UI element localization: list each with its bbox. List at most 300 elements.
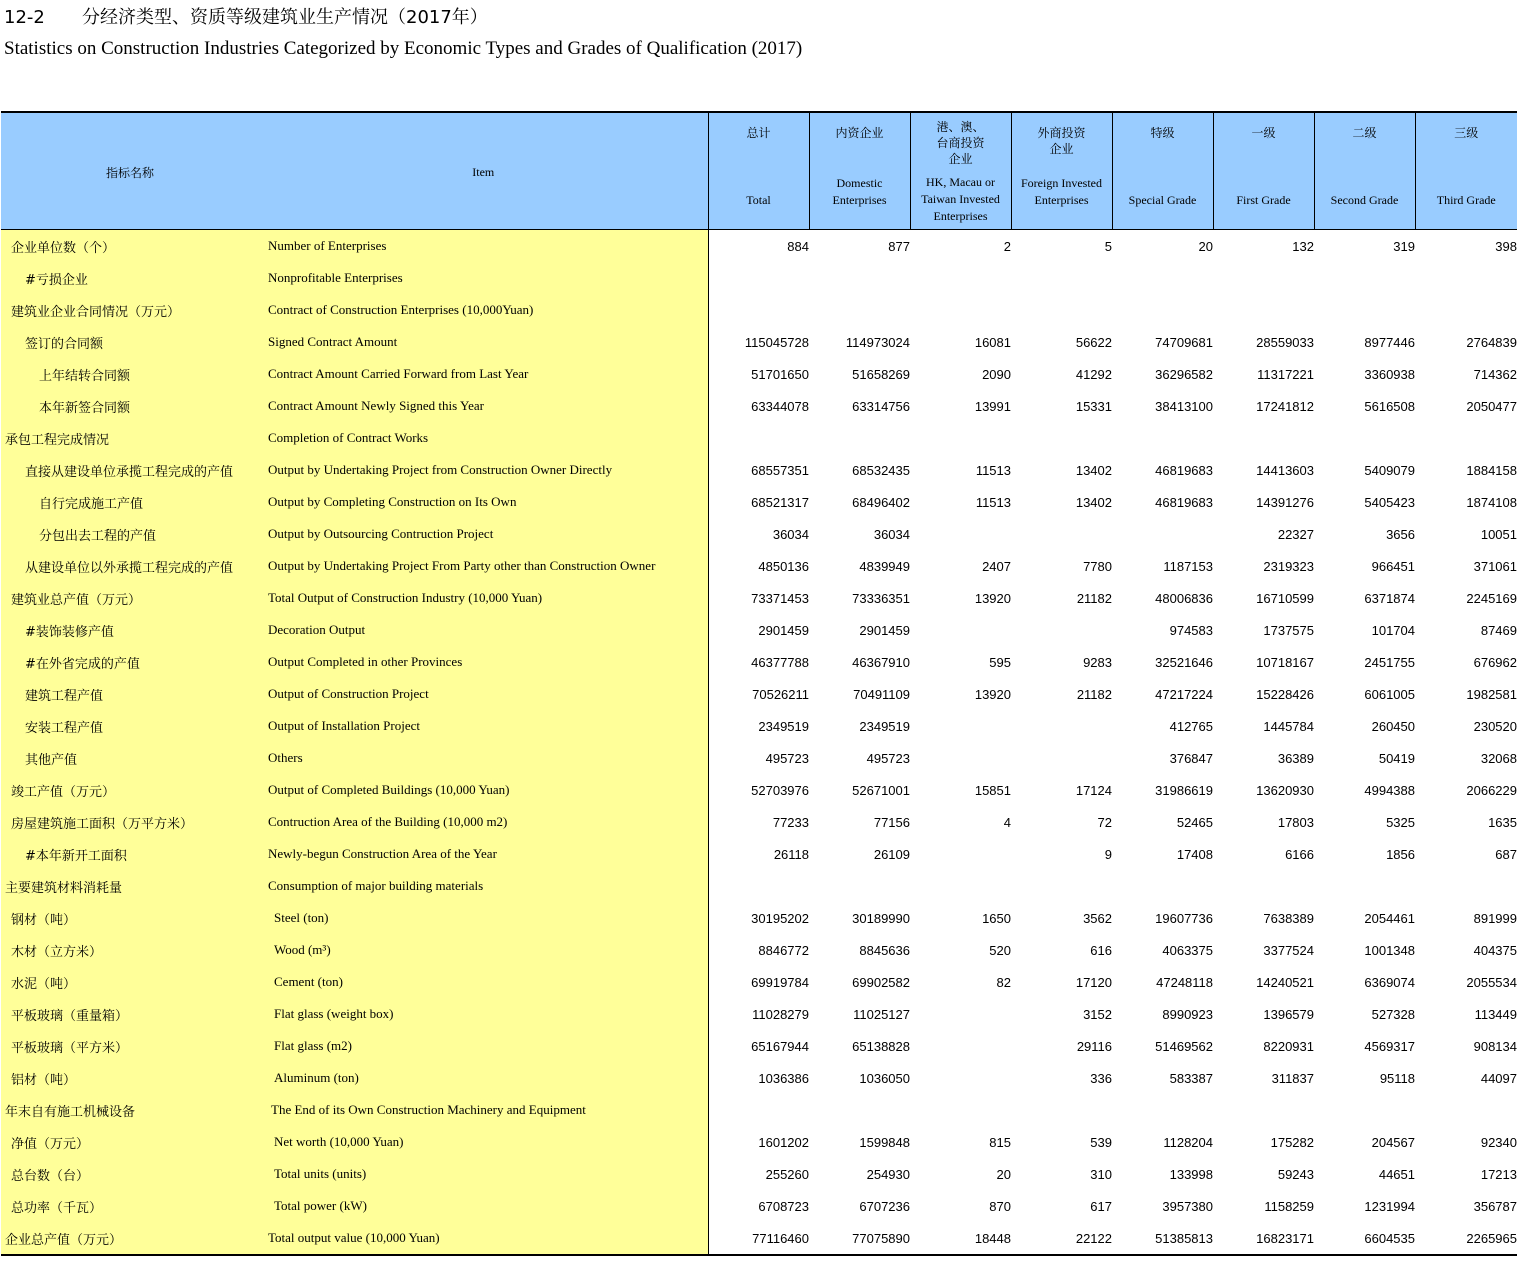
row-value — [1314, 294, 1415, 326]
row-value — [1314, 422, 1415, 454]
row-value: 26118 — [773, 846, 809, 862]
row-value: 11513 — [975, 494, 1011, 510]
row-value: 47248118 — [1156, 974, 1213, 990]
row-value: 2901459 — [859, 622, 910, 638]
table-row — [1, 1222, 1517, 1255]
row-value: 46377788 — [751, 654, 809, 670]
row-value: 4994388 — [1364, 782, 1415, 798]
row-value: 319 — [1393, 238, 1415, 254]
row-value: 4063375 — [1162, 942, 1213, 958]
row-value — [1213, 870, 1314, 902]
row-value: 101704 — [1371, 622, 1415, 638]
row-value: 19607736 — [1155, 910, 1213, 926]
row-value — [1112, 518, 1213, 550]
row-label-cn: 平板玻璃（重量箱） — [1, 998, 259, 1030]
row-value: 595 — [989, 654, 1011, 670]
row-value: 21182 — [1076, 686, 1112, 702]
row-label-en: Number of Enterprises — [259, 230, 708, 263]
header-col-foreign: 外商投资企业 Foreign Invested Enterprises — [1011, 112, 1112, 230]
table-row — [1, 1030, 1517, 1062]
row-value — [708, 294, 809, 326]
row-value: 687 — [1495, 846, 1517, 862]
row-value: 20 — [996, 1166, 1011, 1182]
row-value: 17408 — [1176, 846, 1213, 862]
row-label-en: Flat glass (weight box) — [259, 998, 708, 1030]
row-label-cn: 主要建筑材料消耗量 — [1, 870, 259, 902]
row-value: 46367910 — [852, 654, 910, 670]
row-value: 2764839 — [1466, 334, 1517, 350]
row-value — [1011, 614, 1112, 646]
row-value: 4569317 — [1364, 1038, 1415, 1054]
header-col-second-grade: 二级 Second Grade — [1314, 112, 1415, 230]
page-title-en: Statistics on Construction Industries Categorized by Economic Types and Grades of Qualification (2017) — [4, 38, 803, 59]
row-value: 2349519 — [859, 718, 910, 734]
row-value — [1112, 870, 1213, 902]
row-value: 3360938 — [1364, 366, 1415, 382]
row-value: 11028279 — [752, 1006, 809, 1022]
row-value: 36296582 — [1155, 366, 1213, 382]
row-value: 14240521 — [1256, 974, 1314, 990]
row-label-cn: 钢材（吨） — [1, 902, 259, 934]
row-label-cn: 直接从建设单位承揽工程完成的产值 — [1, 454, 259, 486]
row-value: 676962 — [1473, 654, 1517, 670]
row-value: 113449 — [1474, 1006, 1517, 1022]
row-value: 46819683 — [1155, 494, 1213, 510]
row-value: 1884158 — [1466, 462, 1517, 478]
table-row — [1, 1190, 1517, 1222]
row-value: 13920 — [974, 590, 1011, 606]
row-value: 133998 — [1169, 1166, 1213, 1182]
row-value: 69919784 — [751, 974, 809, 990]
row-value — [809, 422, 910, 454]
row-value: 2055534 — [1466, 974, 1517, 990]
row-value: 9283 — [1083, 654, 1112, 670]
header-col-third-grade: 三级 Third Grade — [1415, 112, 1517, 230]
table-row — [1, 678, 1517, 710]
row-value: 870 — [989, 1198, 1011, 1214]
row-value — [910, 518, 1011, 550]
row-label-cn: 企业总产值（万元） — [1, 1222, 259, 1255]
row-value: 2451755 — [1364, 654, 1415, 670]
row-value — [1011, 1094, 1112, 1126]
row-value: 9 — [1104, 846, 1112, 862]
row-value: 16710599 — [1256, 590, 1314, 606]
row-value: 72 — [1097, 814, 1112, 830]
table-row — [1, 262, 1517, 294]
row-value: 10718167 — [1256, 654, 1314, 670]
row-value: 59243 — [1277, 1166, 1314, 1182]
row-value: 52703976 — [751, 782, 809, 798]
row-value: 1650 — [982, 910, 1011, 926]
row-label-cn: 房屋建筑施工面积（万平方米） — [1, 806, 259, 838]
row-value: 14413603 — [1256, 462, 1314, 478]
row-value — [910, 838, 1011, 870]
row-value: 48006836 — [1155, 590, 1213, 606]
row-value: 4850136 — [758, 558, 809, 574]
row-value: 175282 — [1270, 1134, 1314, 1150]
row-label-cn: 建筑业企业合同情况（万元） — [1, 294, 259, 326]
row-value: 6604535 — [1314, 1222, 1415, 1255]
header-row — [1, 112, 1517, 230]
table-body — [1, 230, 1517, 1256]
row-value: 10051 — [1480, 526, 1517, 542]
row-value: 38413100 — [1155, 398, 1213, 414]
row-value: 6061005 — [1364, 686, 1415, 702]
row-value: 5616508 — [1364, 398, 1415, 414]
row-value: 1396579 — [1263, 1006, 1314, 1022]
table-row — [1, 486, 1517, 518]
row-value: 5405423 — [1364, 494, 1415, 510]
row-value: 18448 — [910, 1222, 1011, 1255]
row-value: 3562 — [1083, 910, 1112, 926]
row-value: 6166 — [1285, 846, 1314, 862]
row-value — [910, 870, 1011, 902]
table-row — [1, 1158, 1517, 1190]
row-value: 3656 — [1386, 526, 1415, 542]
row-value — [1415, 262, 1517, 294]
row-value — [708, 1094, 809, 1126]
table-row — [1, 358, 1517, 390]
row-label-cn: 签订的合同额 — [1, 326, 259, 358]
row-value: 11317221 — [1257, 366, 1314, 382]
row-value: 371061 — [1473, 558, 1517, 574]
row-value: 30189990 — [852, 910, 910, 926]
row-label-cn: 总功率（千瓦） — [1, 1190, 259, 1222]
row-value — [910, 294, 1011, 326]
row-value — [708, 262, 809, 294]
row-value: 1231994 — [1364, 1198, 1415, 1214]
row-value: 36034 — [873, 526, 910, 542]
row-value: 1036386 — [758, 1070, 809, 1086]
row-value: 13402 — [1075, 462, 1112, 478]
row-value — [910, 742, 1011, 774]
row-value: 1874108 — [1466, 494, 1517, 510]
table-number: 12-2 — [4, 7, 45, 28]
row-value: 51658269 — [852, 366, 910, 382]
row-label-cn: 年末自有施工机械设备 — [1, 1094, 259, 1126]
table-row — [1, 390, 1517, 422]
row-value: 77116460 — [708, 1222, 809, 1255]
row-label-cn: #在外省完成的产值 — [1, 646, 259, 678]
table-row — [1, 454, 1517, 486]
table-row — [1, 934, 1517, 966]
row-value: 17803 — [1277, 814, 1314, 830]
row-value: 5409079 — [1364, 462, 1415, 478]
row-value: 11025127 — [853, 1006, 910, 1022]
table-row — [1, 326, 1517, 358]
header-item-en: Item — [259, 112, 708, 230]
table-row — [1, 838, 1517, 870]
row-label-en: Wood (m³) — [259, 934, 708, 966]
row-value — [910, 262, 1011, 294]
row-value — [1314, 870, 1415, 902]
row-value — [1415, 1094, 1517, 1126]
row-value: 2319323 — [1263, 558, 1314, 574]
row-value: 5325 — [1386, 814, 1415, 830]
row-label-cn: 竣工产值（万元） — [1, 774, 259, 806]
row-label-en: Output by Undertaking Project From Party other than Construction Owner — [259, 550, 708, 582]
row-value: 70526211 — [752, 686, 809, 702]
row-value: 13620930 — [1256, 782, 1314, 798]
row-value: 908134 — [1473, 1038, 1517, 1054]
row-value: 1445784 — [1263, 718, 1314, 734]
row-value: 3957380 — [1162, 1198, 1213, 1214]
header-col-hk-macau-taiwan: 港、澳、台商投资企业 HK, Macau or Taiwan Invested Enterprises — [910, 112, 1011, 230]
row-value: 1737575 — [1263, 622, 1314, 638]
row-value: 1601202 — [758, 1134, 809, 1150]
row-value: 254930 — [866, 1166, 910, 1182]
row-label-en: Cement (ton) — [259, 966, 708, 998]
row-value: 87469 — [1480, 622, 1517, 638]
row-value — [1213, 422, 1314, 454]
table-row — [1, 998, 1517, 1030]
table-row — [1, 806, 1517, 838]
row-value: 891999 — [1473, 910, 1517, 926]
row-value — [809, 1094, 910, 1126]
row-value: 2349519 — [758, 718, 809, 734]
row-value: 17120 — [1075, 974, 1112, 990]
row-value: 30195202 — [751, 910, 809, 926]
row-label-cn: 分包出去工程的产值 — [1, 518, 259, 550]
row-label-cn: 水泥（吨） — [1, 966, 259, 998]
row-label-en: Contract Amount Carried Forward from Last Year — [259, 358, 708, 390]
row-value: 17241812 — [1256, 398, 1314, 414]
row-value: 70491109 — [853, 686, 910, 702]
row-value: 8220931 — [1263, 1038, 1314, 1054]
row-value: 1856 — [1386, 846, 1415, 862]
row-value: 115045728 — [744, 334, 809, 350]
row-value: 68557351 — [751, 462, 809, 478]
row-label-en: Decoration Output — [259, 614, 708, 646]
row-value: 28559033 — [1256, 334, 1314, 350]
row-value — [1112, 1094, 1213, 1126]
row-value — [1011, 742, 1112, 774]
row-value: 404375 — [1473, 942, 1517, 958]
header-col-total: 总计 Total — [708, 112, 809, 230]
row-value: 539 — [1090, 1134, 1112, 1150]
row-value: 311837 — [1271, 1070, 1314, 1086]
row-value: 6371874 — [1364, 590, 1415, 606]
row-label-en: Flat glass (m2) — [259, 1030, 708, 1062]
row-value — [1011, 870, 1112, 902]
row-value: 398 — [1495, 238, 1517, 254]
row-value: 260450 — [1371, 718, 1415, 734]
row-value: 13920 — [974, 686, 1011, 702]
row-value: 714362 — [1473, 366, 1517, 382]
row-value: 20 — [1198, 238, 1213, 254]
row-label-en: Output of Completed Buildings (10,000 Yuan) — [259, 774, 708, 806]
row-value: 47217224 — [1155, 686, 1213, 702]
row-value: 52671001 — [852, 782, 910, 798]
row-value: 16081 — [974, 334, 1011, 350]
table-row — [1, 710, 1517, 742]
table-row — [1, 582, 1517, 614]
row-value — [1011, 518, 1112, 550]
row-value: 255260 — [765, 1166, 809, 1182]
table-row — [1, 1126, 1517, 1158]
row-value: 2245169 — [1466, 590, 1517, 606]
row-value: 8990923 — [1162, 1006, 1213, 1022]
row-value: 1599848 — [859, 1134, 910, 1150]
row-value: 29116 — [1076, 1038, 1112, 1054]
row-value: 51385813 — [1112, 1222, 1213, 1255]
row-value: 68521317 — [751, 494, 809, 510]
row-value: 14391276 — [1256, 494, 1314, 510]
row-value: 73336351 — [852, 590, 910, 606]
row-value — [809, 262, 910, 294]
table-row — [1, 1062, 1517, 1094]
row-value: 51701650 — [751, 366, 809, 382]
row-value: 5 — [1104, 238, 1112, 254]
row-value — [708, 870, 809, 902]
row-value: 1187153 — [1163, 558, 1213, 574]
row-label-en: Output Completed in other Provinces — [259, 646, 708, 678]
row-label-en: Contruction Area of the Building (10,000 m2) — [259, 806, 708, 838]
row-value: 1036050 — [859, 1070, 910, 1086]
row-value: 1635 — [1488, 814, 1517, 830]
row-value: 132 — [1292, 238, 1314, 254]
row-value: 2265965 — [1415, 1222, 1517, 1255]
row-value: 1001348 — [1364, 942, 1415, 958]
table-row — [1, 614, 1517, 646]
row-label-en: Output of Installation Project — [259, 710, 708, 742]
row-label-en: Contract Amount Newly Signed this Year — [259, 390, 708, 422]
row-value: 8845636 — [859, 942, 910, 958]
row-value: 41292 — [1075, 366, 1112, 382]
row-value — [1314, 262, 1415, 294]
row-value: 616 — [1090, 942, 1112, 958]
row-value: 974583 — [1169, 622, 1213, 638]
row-label-en: The End of its Own Construction Machinery and Equipment — [259, 1094, 708, 1126]
row-value — [1415, 294, 1517, 326]
row-value — [1415, 422, 1517, 454]
row-value — [1213, 294, 1314, 326]
row-value: 1982581 — [1466, 686, 1517, 702]
row-label-cn: 净值（万元） — [1, 1126, 259, 1158]
row-value: 22122 — [1011, 1222, 1112, 1255]
row-value: 11513 — [975, 462, 1011, 478]
row-value: 2090 — [982, 366, 1011, 382]
row-value: 36034 — [772, 526, 809, 542]
row-value: 32068 — [1480, 750, 1517, 766]
row-value: 1128204 — [1163, 1134, 1213, 1150]
row-label-en: Net worth (10,000 Yuan) — [259, 1126, 708, 1158]
row-value: 204567 — [1371, 1134, 1415, 1150]
row-label-cn: 其他产值 — [1, 742, 259, 774]
row-label-en: Total units (units) — [259, 1158, 708, 1190]
row-value — [1011, 262, 1112, 294]
row-value: 63314756 — [852, 398, 910, 414]
row-value: 815 — [989, 1134, 1011, 1150]
row-value: 26109 — [873, 846, 910, 862]
table-row — [1, 966, 1517, 998]
row-value — [1011, 294, 1112, 326]
row-value: 15851 — [974, 782, 1011, 798]
row-value: 527328 — [1371, 1006, 1415, 1022]
table-row — [1, 870, 1517, 902]
row-value — [1213, 1094, 1314, 1126]
row-value: 68496402 — [852, 494, 910, 510]
row-value: 2050477 — [1466, 398, 1517, 414]
row-value: 92340 — [1480, 1134, 1517, 1150]
row-value: 77156 — [873, 814, 910, 830]
row-value: 336 — [1090, 1070, 1112, 1086]
row-label-en: Aluminum (ton) — [259, 1062, 708, 1094]
row-value: 95118 — [1379, 1070, 1415, 1086]
row-value: 495723 — [866, 750, 910, 766]
table-row — [1, 902, 1517, 934]
row-value: 63344078 — [751, 398, 809, 414]
header-col-domestic: 内资企业 Domestic Enterprises — [809, 112, 910, 230]
row-value: 6708723 — [758, 1198, 809, 1214]
page-title-cn — [4, 6, 488, 30]
row-value — [910, 614, 1011, 646]
row-label-en: Total output value (10,000 Yuan) — [259, 1222, 708, 1255]
row-label-en: Completion of Contract Works — [259, 422, 708, 454]
header-name-cn: 指标名称 — [1, 112, 259, 230]
row-value: 68532435 — [852, 462, 910, 478]
row-value: 412765 — [1169, 718, 1213, 734]
row-value: 7638389 — [1263, 910, 1314, 926]
row-value: 44651 — [1378, 1166, 1415, 1182]
row-label-en: Nonprofitable Enterprises — [259, 262, 708, 294]
row-label-en: Consumption of major building materials — [259, 870, 708, 902]
row-label-en: Others — [259, 742, 708, 774]
row-value — [910, 1094, 1011, 1126]
row-value: 36389 — [1277, 750, 1314, 766]
row-value: 73371453 — [751, 590, 809, 606]
row-value: 4 — [1003, 814, 1011, 830]
table-row — [1, 550, 1517, 582]
table-row — [1, 230, 1517, 263]
row-label-en: Total power (kW) — [259, 1190, 708, 1222]
row-value — [1011, 710, 1112, 742]
row-label-cn: 从建设单位以外承揽工程完成的产值 — [1, 550, 259, 582]
row-value — [708, 422, 809, 454]
row-value: 50419 — [1378, 750, 1415, 766]
row-label-en: Contract of Construction Enterprises (10,000Yuan) — [259, 294, 708, 326]
row-value — [910, 422, 1011, 454]
row-value: 22327 — [1277, 526, 1314, 542]
row-value: 2054461 — [1364, 910, 1415, 926]
table-row — [1, 294, 1517, 326]
row-value: 31986619 — [1155, 782, 1213, 798]
row-value: 82 — [996, 974, 1011, 990]
row-value: 2407 — [982, 558, 1011, 574]
row-value: 65167944 — [751, 1038, 809, 1054]
row-label-cn: 建筑业总产值（万元） — [1, 582, 259, 614]
row-value: 51469562 — [1155, 1038, 1213, 1054]
table-row — [1, 742, 1517, 774]
row-label-en: Output by Outsourcing Contruction Project — [259, 518, 708, 550]
row-value — [1112, 294, 1213, 326]
row-label-cn: 木材（立方米） — [1, 934, 259, 966]
table-row — [1, 646, 1517, 678]
row-label-cn: 建筑工程产值 — [1, 678, 259, 710]
row-label-cn: 企业单位数（个） — [1, 230, 259, 263]
row-value: 877 — [888, 238, 910, 254]
row-value: 16823171 — [1213, 1222, 1314, 1255]
row-value: 6369074 — [1364, 974, 1415, 990]
row-value: 74709681 — [1155, 334, 1213, 350]
row-value: 8977446 — [1364, 334, 1415, 350]
row-value: 2066229 — [1466, 782, 1517, 798]
row-value: 21182 — [1076, 590, 1112, 606]
row-label-en: Output by Undertaking Project from Construction Owner Directly — [259, 454, 708, 486]
row-value: 52465 — [1176, 814, 1213, 830]
row-value — [1314, 1094, 1415, 1126]
header-col-special-grade: 特级 Special Grade — [1112, 112, 1213, 230]
